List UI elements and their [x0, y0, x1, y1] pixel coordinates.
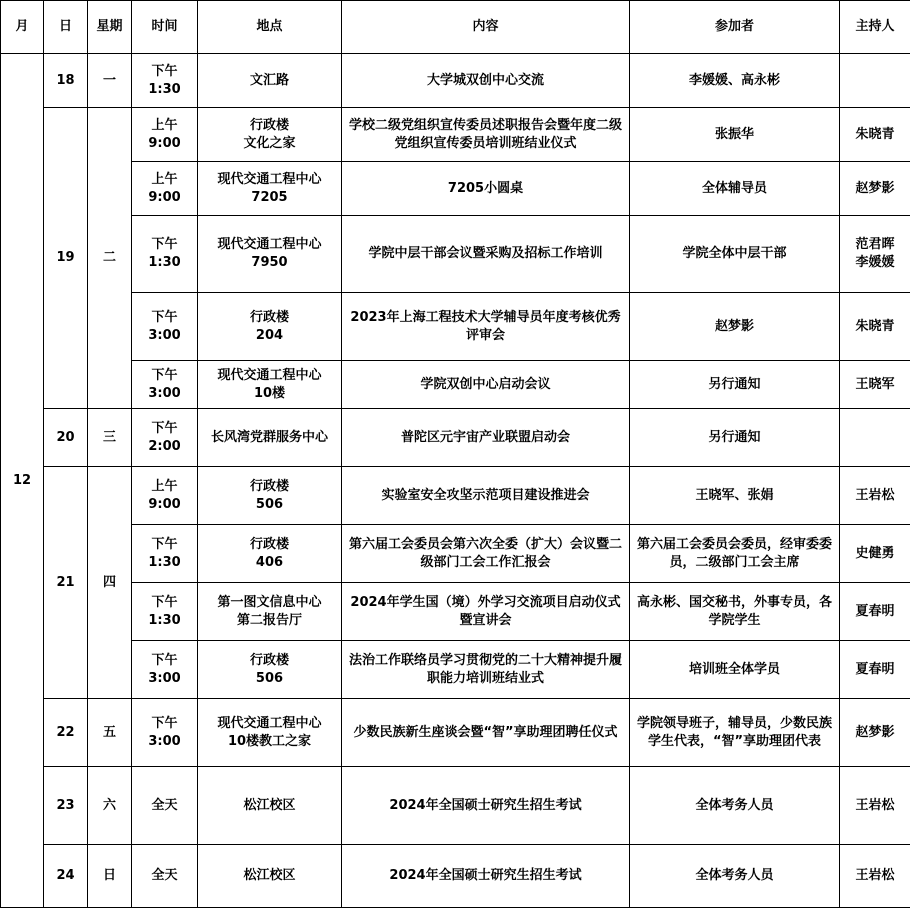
location-cell: 现代交通工程中心 10楼 [198, 361, 342, 409]
day-cell: 19 [44, 108, 88, 409]
day-cell: 24 [44, 845, 88, 908]
host-cell: 王岩松 [840, 467, 910, 525]
host-cell [840, 409, 910, 467]
location-cell: 现代交通工程中心 10楼教工之家 [198, 699, 342, 767]
content-cell: 学院双创中心启动会议 [342, 361, 630, 409]
table-row [1, 293, 910, 361]
header-day: 日 [44, 1, 88, 54]
weekday-cell: 六 [88, 767, 132, 845]
participants-cell: 全体辅导员 [630, 162, 840, 216]
location-cell: 文汇路 [198, 54, 342, 108]
participants-cell: 高永彬、国交秘书，外事专员，各学院学生 [630, 583, 840, 641]
host-cell: 史健勇 [840, 525, 910, 583]
location-cell: 行政楼 506 [198, 467, 342, 525]
location-cell: 松江校区 [198, 845, 342, 908]
weekday-cell: 一 [88, 54, 132, 108]
host-cell: 范君晖 李媛媛 [840, 216, 910, 293]
host-cell: 赵梦影 [840, 162, 910, 216]
location-cell: 第一图文信息中心 第二报告厅 [198, 583, 342, 641]
participants-cell: 全体考务人员 [630, 767, 840, 845]
day-cell: 18 [44, 54, 88, 108]
time-cell: 下午 2:00 [132, 409, 198, 467]
table-row [1, 525, 910, 583]
location-cell: 行政楼 406 [198, 525, 342, 583]
weekday-cell: 日 [88, 845, 132, 908]
host-cell: 王岩松 [840, 845, 910, 908]
time-cell: 下午 3:00 [132, 699, 198, 767]
table-row [1, 583, 910, 641]
host-cell: 赵梦影 [840, 699, 910, 767]
host-cell: 朱晓青 [840, 108, 910, 162]
header-time: 时间 [132, 1, 198, 54]
content-cell: 2024年学生国（境）外学习交流项目启动仪式暨宣讲会 [342, 583, 630, 641]
location-cell: 现代交通工程中心 7950 [198, 216, 342, 293]
day-cell: 20 [44, 409, 88, 467]
host-cell [840, 54, 910, 108]
participants-cell: 赵梦影 [630, 293, 840, 361]
weekday-cell: 二 [88, 108, 132, 409]
weekday-cell: 五 [88, 699, 132, 767]
header-month: 月 [1, 1, 44, 54]
day-cell: 21 [44, 467, 88, 699]
header-location: 地点 [198, 1, 342, 54]
time-cell: 下午 3:00 [132, 641, 198, 699]
header-participants: 参加者 [630, 1, 840, 54]
table-row [1, 216, 910, 293]
table-row [1, 767, 910, 845]
location-cell: 现代交通工程中心 7205 [198, 162, 342, 216]
host-cell: 夏春明 [840, 641, 910, 699]
content-cell: 普陀区元宇宙产业联盟启动会 [342, 409, 630, 467]
header-row [1, 1, 910, 54]
time-cell: 上午 9:00 [132, 467, 198, 525]
location-cell: 长风湾党群服务中心 [198, 409, 342, 467]
participants-cell: 学院全体中层干部 [630, 216, 840, 293]
weekday-cell: 三 [88, 409, 132, 467]
time-cell: 下午 1:30 [132, 54, 198, 108]
content-cell: 7205小圆桌 [342, 162, 630, 216]
participants-cell: 学院领导班子，辅导员，少数民族学生代表，“智”享助理团代表 [630, 699, 840, 767]
host-cell: 夏春明 [840, 583, 910, 641]
weekday-cell: 四 [88, 467, 132, 699]
header-content: 内容 [342, 1, 630, 54]
participants-cell: 张振华 [630, 108, 840, 162]
table-row [1, 409, 910, 467]
host-cell: 王岩松 [840, 767, 910, 845]
location-cell: 行政楼 文化之家 [198, 108, 342, 162]
participants-cell: 全体考务人员 [630, 845, 840, 908]
participants-cell: 王晓军、张娟 [630, 467, 840, 525]
time-cell: 下午 3:00 [132, 361, 198, 409]
host-cell: 王晓军 [840, 361, 910, 409]
content-cell: 第六届工会委员会第六次全委（扩大）会议暨二级部门工会工作汇报会 [342, 525, 630, 583]
header-host: 主持人 [840, 1, 910, 54]
time-cell: 上午 9:00 [132, 162, 198, 216]
participants-cell: 另行通知 [630, 409, 840, 467]
participants-cell: 另行通知 [630, 361, 840, 409]
content-cell: 实验室安全攻坚示范项目建设推进会 [342, 467, 630, 525]
location-cell: 松江校区 [198, 767, 342, 845]
table-row [1, 845, 910, 908]
table-row [1, 699, 910, 767]
content-cell: 少数民族新生座谈会暨“智”享助理团聘任仪式 [342, 699, 630, 767]
month-cell: 12 [1, 54, 44, 908]
content-cell: 大学城双创中心交流 [342, 54, 630, 108]
content-cell: 学校二级党组织宣传委员述职报告会暨年度二级党组织宣传委员培训班结业仪式 [342, 108, 630, 162]
table-row [1, 361, 910, 409]
content-cell: 2024年全国硕士研究生招生考试 [342, 767, 630, 845]
time-cell: 全天 [132, 767, 198, 845]
time-cell: 上午 9:00 [132, 108, 198, 162]
host-cell: 朱晓青 [840, 293, 910, 361]
table-row [1, 641, 910, 699]
participants-cell: 培训班全体学员 [630, 641, 840, 699]
content-cell: 2024年全国硕士研究生招生考试 [342, 845, 630, 908]
content-cell: 法治工作联络员学习贯彻党的二十大精神提升履职能力培训班结业式 [342, 641, 630, 699]
table-row [1, 54, 910, 108]
location-cell: 行政楼 204 [198, 293, 342, 361]
content-cell: 学院中层干部会议暨采购及招标工作培训 [342, 216, 630, 293]
table-row [1, 162, 910, 216]
day-cell: 23 [44, 767, 88, 845]
time-cell: 下午 3:00 [132, 293, 198, 361]
content-cell: 2023年上海工程技术大学辅导员年度考核优秀评审会 [342, 293, 630, 361]
table-row [1, 108, 910, 162]
header-weekday: 星期 [88, 1, 132, 54]
time-cell: 下午 1:30 [132, 525, 198, 583]
location-cell: 行政楼 506 [198, 641, 342, 699]
day-cell: 22 [44, 699, 88, 767]
table-row [1, 467, 910, 525]
time-cell: 下午 1:30 [132, 216, 198, 293]
participants-cell: 第六届工会委员会委员，经审委委员，二级部门工会主席 [630, 525, 840, 583]
time-cell: 全天 [132, 845, 198, 908]
time-cell: 下午 1:30 [132, 583, 198, 641]
participants-cell: 李媛媛、高永彬 [630, 54, 840, 108]
